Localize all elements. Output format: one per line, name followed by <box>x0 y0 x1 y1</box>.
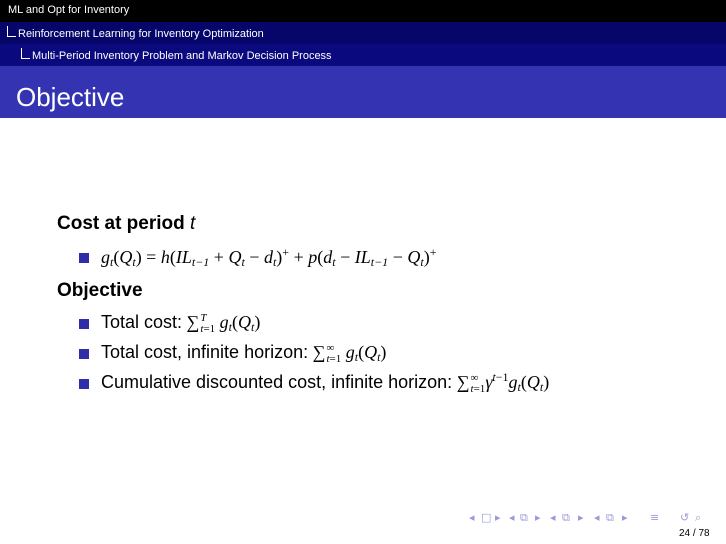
cost-formula: gt(Qt) = h(ILt−1 + Qt − dt)+ + p(dt − ILt−1 − Qt)+ <box>101 245 437 269</box>
bullet-icon <box>79 349 89 359</box>
objective-block-title: Objective <box>57 280 143 301</box>
nav-section-left-icon[interactable]: ◂ <box>550 511 556 524</box>
nav-frame-right-icon[interactable]: ▸ <box>495 511 501 524</box>
page-number: 24 / 78 <box>679 528 710 539</box>
nav-frame-box-icon[interactable]: □ <box>481 511 492 524</box>
nav-search-icon[interactable]: ⌕ <box>695 511 702 524</box>
nav-search-icon[interactable]: ↺ <box>680 511 690 524</box>
nav-part-box-icon[interactable]: ⧉ <box>606 511 614 524</box>
breadcrumb-section[interactable]: Reinforcement Learning for Inventory Optimization <box>0 22 726 44</box>
nav-part-right-icon[interactable]: ▸ <box>622 511 628 524</box>
total-cost-item: Total cost: ∑T t=1 gt(Qt) <box>101 311 261 335</box>
bullet-icon <box>79 253 89 263</box>
bullet-icon <box>79 319 89 329</box>
nav-align-icon[interactable]: ≡ <box>650 511 660 524</box>
nav-section-right-icon[interactable]: ▸ <box>578 511 584 524</box>
bullet-icon <box>79 379 89 389</box>
cost-block-title: Cost at period t <box>57 213 196 234</box>
nav-subsection-box-icon[interactable]: ⧉ <box>520 511 528 524</box>
tree-connector-icon <box>21 48 30 59</box>
page-title: Objective <box>16 82 125 112</box>
breadcrumb-presentation-title[interactable]: ML and Opt for Inventory <box>0 0 726 22</box>
nav-subsection-left-icon[interactable]: ◂ <box>509 511 515 524</box>
nav-subsection-right-icon[interactable]: ▸ <box>535 511 541 524</box>
nav-part-left-icon[interactable]: ◂ <box>594 511 600 524</box>
nav-frame-left-icon[interactable]: ◂ <box>469 511 475 524</box>
tree-connector-icon <box>7 26 16 37</box>
infinite-horizon-item: Total cost, infinite horizon: ∑∞ t=1 gt(Qt) <box>101 341 387 365</box>
frame-title-bar <box>0 66 726 118</box>
discounted-cost-item: Cumulative discounted cost, infinite horizon: ∑∞ $t=1\gamma^{t-1}gt(Qt)$ <box>101 370 550 395</box>
breadcrumb-subsection[interactable]: Multi-Period Inventory Problem and Markov Decision Process <box>0 44 726 66</box>
nav-section-box-icon[interactable]: ⧉ <box>562 511 570 524</box>
